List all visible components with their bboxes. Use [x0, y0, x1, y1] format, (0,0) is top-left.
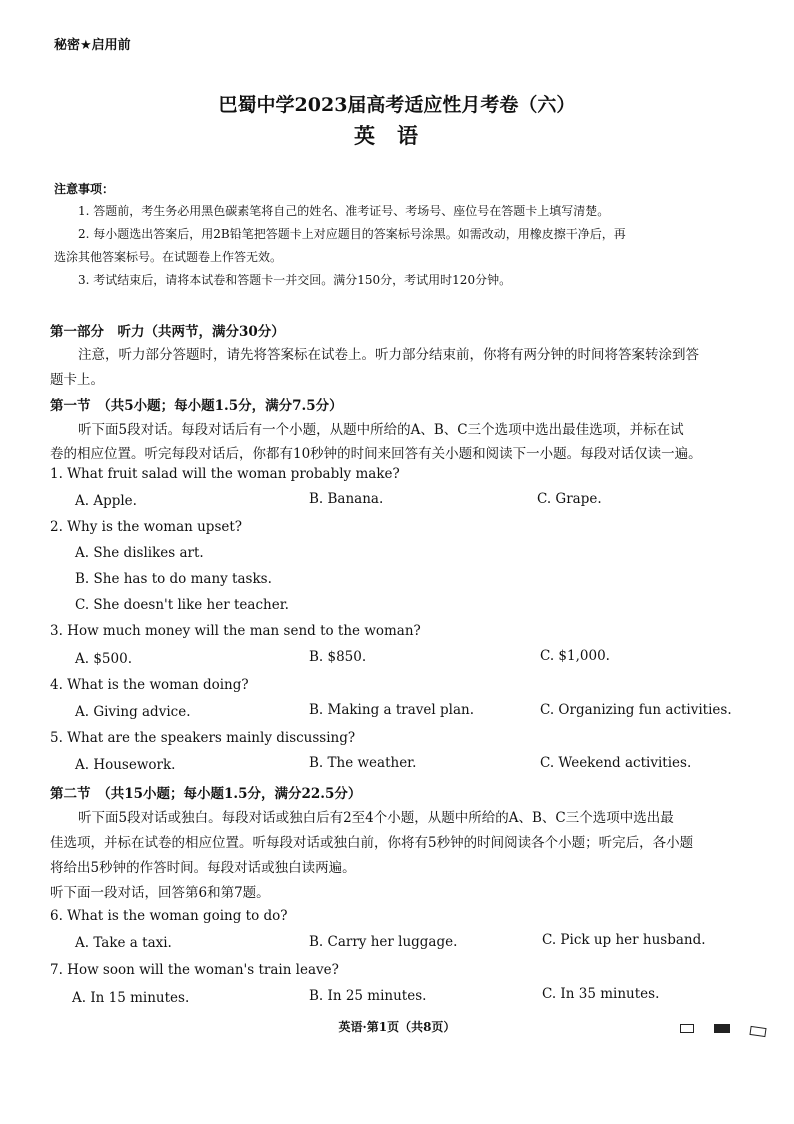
question-5: 5. What are the speakers mainly discussing?	[50, 730, 356, 746]
section1-heading: 第一节 （共5小题；每小题1.5分，满分7.5分）	[50, 398, 343, 414]
question-4: 4. What is the woman doing?	[50, 677, 249, 693]
scan-mark-empty-1	[680, 1024, 694, 1033]
q4-option-a: A. Giving advice.	[75, 704, 191, 720]
part1-heading: 第一部分 听力（共两节，满分30分）	[50, 324, 285, 340]
page-footer: 英语·第1页（共8页）	[338, 1020, 456, 1034]
section1-instr-line2: 卷的相应位置。听完每段对话后，你都有10秒钟的时间来回答有关小题和阅读下一小题。每段对话仅读一遍。	[50, 446, 702, 462]
subject-title: 英语	[354, 123, 440, 148]
q6-option-b: B. Carry her luggage.	[309, 934, 458, 950]
notice-item-3: 3. 考试结束后，请将本试卷和答题卡一并交回。满分150分，考试用时120分钟。	[78, 273, 512, 287]
question-3: 3. How much money will the man send to the woman?	[50, 623, 421, 639]
question-7: 7. How soon will the woman's train leave?	[50, 962, 339, 978]
question-2: 2. Why is the woman upset?	[50, 519, 243, 535]
q5-option-c: C. Weekend activities.	[540, 755, 692, 771]
q2-option-a: A. She dislikes art.	[75, 545, 204, 561]
scan-mark-empty-2	[749, 1026, 766, 1037]
q7-option-b: B. In 25 minutes.	[309, 988, 427, 1004]
question-6: 6. What is the woman going to do?	[50, 908, 288, 924]
notice-item-2-cont: 选涂其他答案标号。在试题卷上作答无效。	[54, 250, 283, 264]
q7-option-a: A. In 15 minutes.	[72, 990, 190, 1006]
question-1: 1. What fruit salad will the woman probably make?	[50, 466, 400, 482]
section1-instr-line1: 听下面5段对话。每段对话后有一个小题，从题中所给的A、B、C三个选项中选出最佳选项，并标在试	[78, 422, 684, 438]
exam-title: 巴蜀中学2023届高考适应性月考卷（六）	[218, 94, 576, 116]
q7-option-c: C. In 35 minutes.	[542, 986, 660, 1002]
q4-option-b: B. Making a travel plan.	[309, 702, 474, 718]
q5-option-b: B. The weather.	[309, 755, 417, 771]
notice-item-1: 1. 答题前，考生务必用黑色碳素笔将自己的姓名、准考证号、考场号、座位号在答题卡上填写清楚。	[78, 204, 610, 218]
q3-option-c: C. $1,000.	[540, 648, 610, 664]
q1-option-b: B. Banana.	[309, 491, 384, 507]
part1-note-line2: 题卡上。	[50, 372, 104, 388]
part1-note-line1: 注意，听力部分答题时，请先将答案标在试卷上。听力部分结束前，你将有两分钟的时间将答案转涂到答	[78, 347, 699, 363]
section2-instr-line2: 佳选项，并标在试卷的相应位置。听每段对话或独白前，你将有5秒钟的时间阅读各个小题；听完后，各小题	[50, 835, 694, 851]
q2-option-b: B. She has to do many tasks.	[75, 571, 272, 587]
q1-option-a: A. Apple.	[75, 493, 137, 509]
q3-option-b: B. $850.	[309, 649, 367, 665]
section2-sub-instruction: 听下面一段对话，回答第6和第7题。	[50, 885, 270, 901]
scan-mark-filled	[714, 1024, 730, 1033]
section2-instr-line1: 听下面5段对话或独白。每段对话或独白后有2至4个小题，从题中所给的A、B、C三个选项中选出最	[78, 810, 674, 826]
q4-option-c: C. Organizing fun activities.	[540, 702, 732, 718]
section2-instr-line3: 将给出5秒钟的作答时间。每段对话或独白读两遍。	[50, 860, 356, 876]
notice-item-2: 2. 每小题选出答案后，用2B铅笔把答题卡上对应题目的答案标号涂黑。如需改动，用橡皮擦干净后，再	[78, 227, 626, 241]
q1-option-c: C. Grape.	[537, 491, 602, 507]
confidential-label: 秘密★启用前	[54, 38, 131, 53]
q3-option-a: A. $500.	[75, 651, 132, 667]
q5-option-a: A. Housework.	[75, 757, 176, 773]
notice-heading: 注意事项：	[54, 182, 115, 196]
section2-heading: 第二节 （共15小题；每小题1.5分，满分22.5分）	[50, 786, 362, 802]
q6-option-a: A. Take a taxi.	[75, 935, 172, 951]
q6-option-c: C. Pick up her husband.	[542, 932, 706, 948]
q2-option-c: C. She doesn't like her teacher.	[75, 597, 289, 613]
